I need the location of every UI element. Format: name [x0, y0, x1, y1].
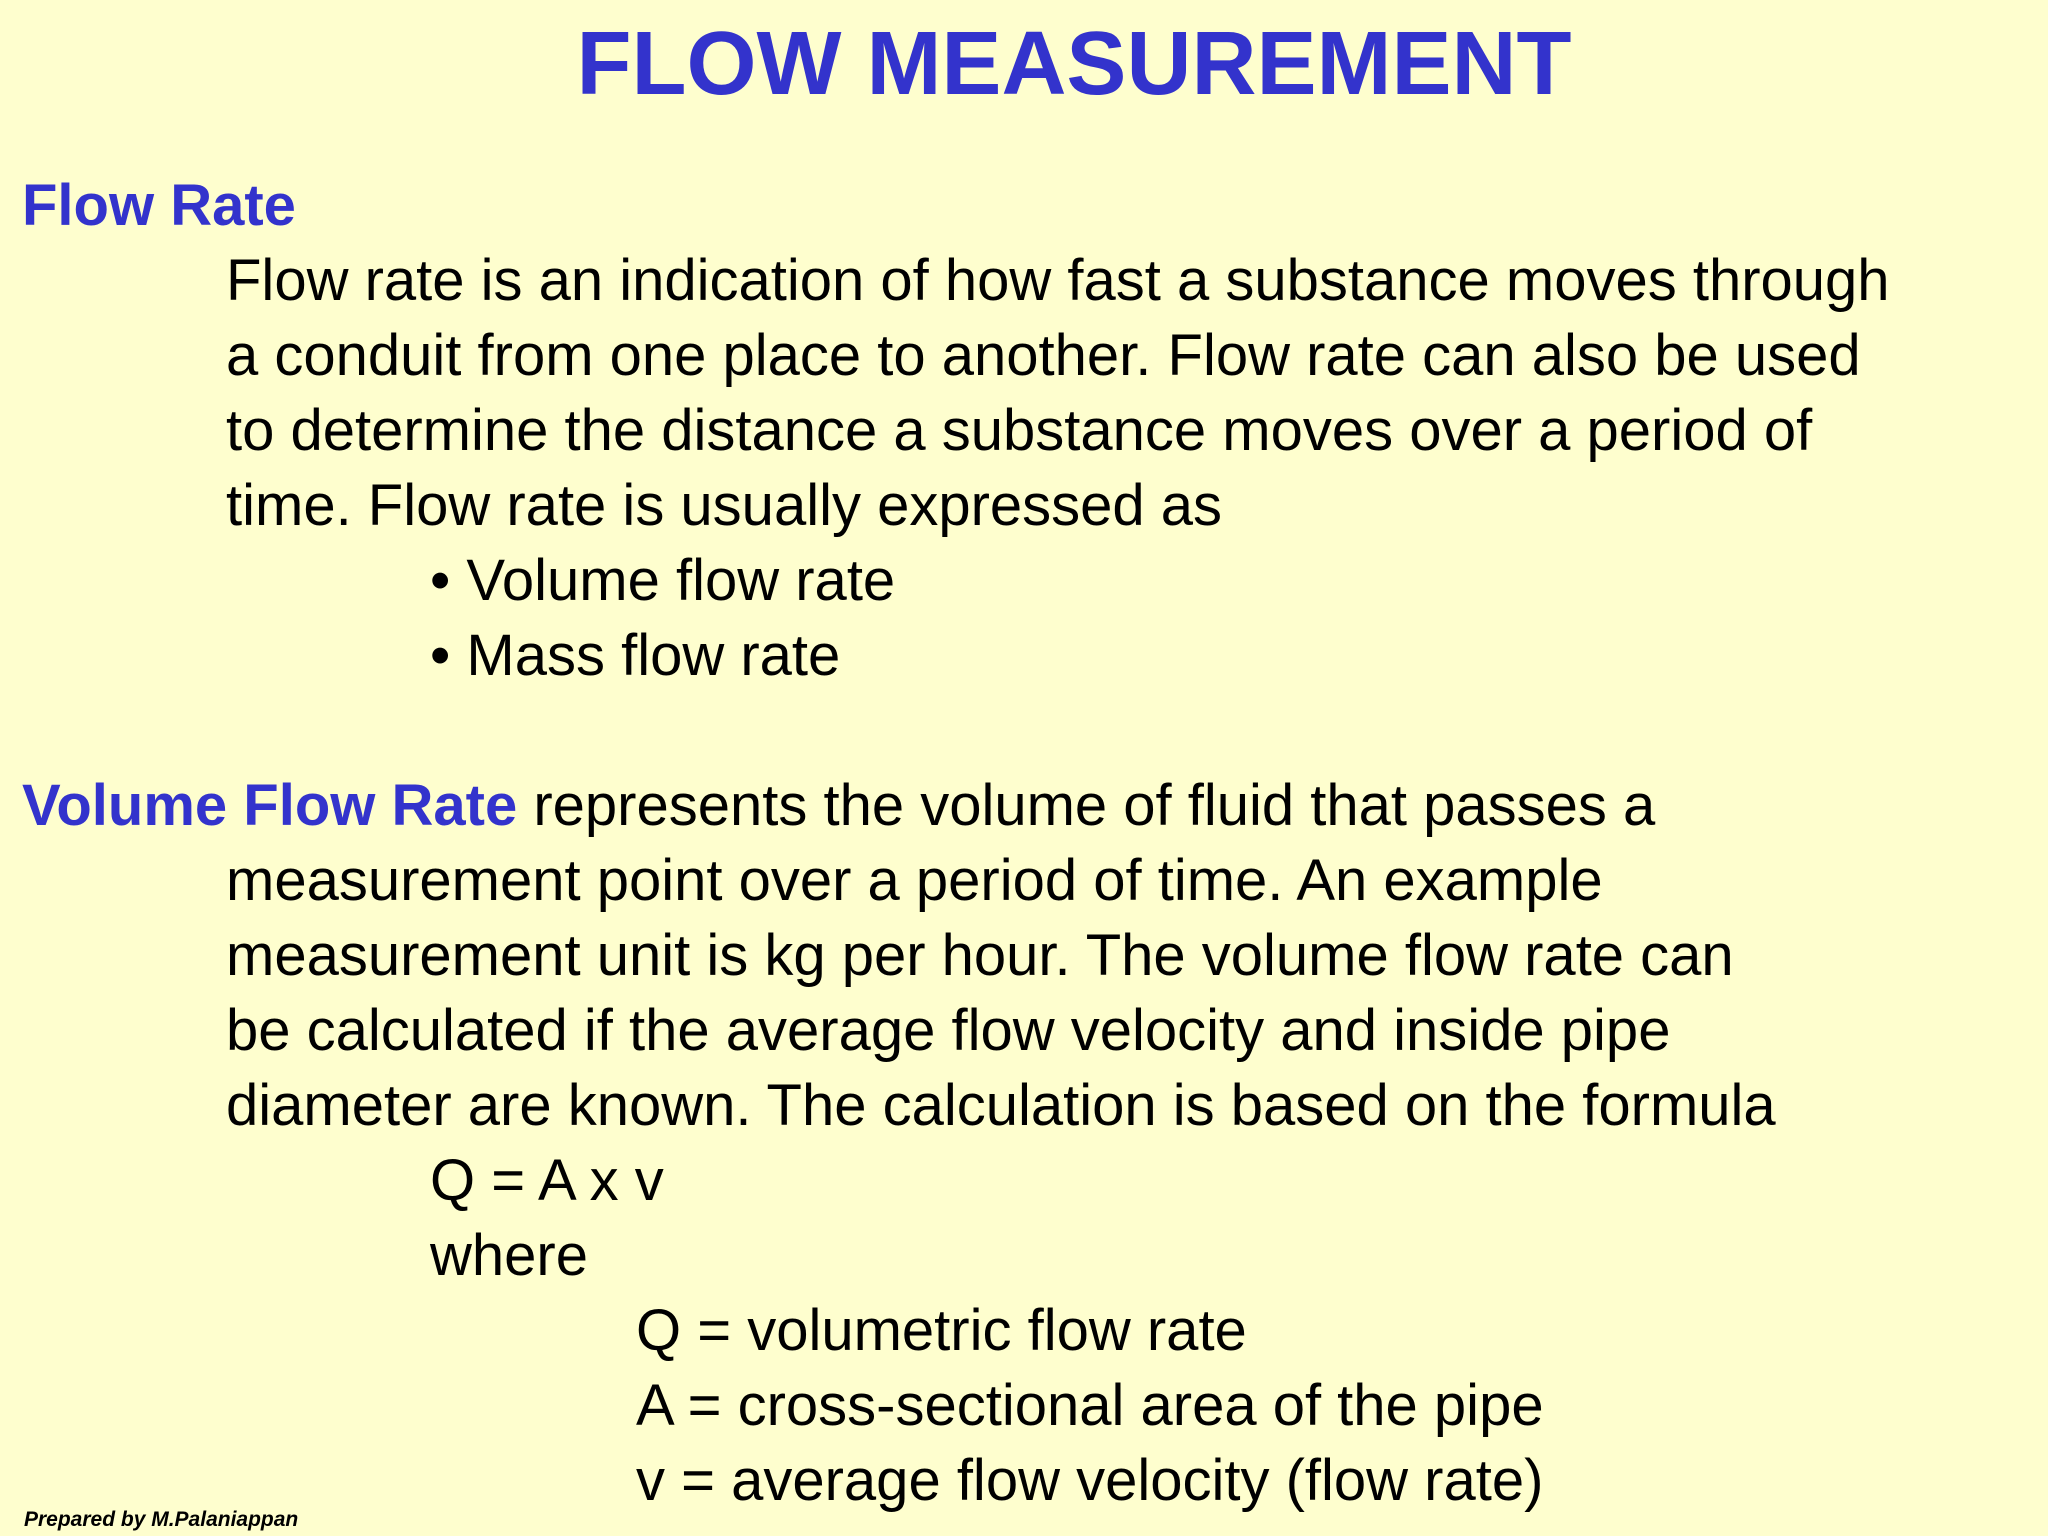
volume-flow-rate-text-line: diameter are known. The calculation is based on the formula	[226, 1073, 1776, 1138]
volume-flow-rate-lead	[22, 768, 1655, 843]
volume-flow-rate-text-line: be calculated if the average flow velocity and inside pipe	[226, 998, 1671, 1063]
bullet-mass-flow-rate: • Mass flow rate	[430, 623, 841, 688]
definition-v: v = average flow velocity (flow rate)	[636, 1448, 1544, 1513]
flow-rate-heading: Flow Rate	[22, 173, 296, 238]
flow-rate-text-line: Flow rate is an indication of how fast a substance moves through	[226, 248, 1890, 313]
flow-rate-text-line: to determine the distance a substance moves over a period of	[226, 398, 1813, 463]
bullet-volume-flow-rate: • Volume flow rate	[430, 548, 896, 613]
volume-flow-rate-lead-text: represents the volume of fluid that passes a	[517, 773, 1656, 838]
formula: Q = A x v	[430, 1148, 664, 1213]
slide-title: FLOW MEASUREMENT	[576, 14, 1572, 114]
volume-flow-rate-text-line: measurement point over a period of time. An example	[226, 848, 1603, 913]
flow-rate-text-line: a conduit from one place to another. Flow rate can also be used	[226, 323, 1861, 388]
footer-credit: Prepared by M.Palaniappan	[24, 1508, 299, 1531]
definition-q: Q = volumetric flow rate	[636, 1298, 1247, 1363]
flow-rate-text-line: time. Flow rate is usually expressed as	[226, 473, 1223, 538]
volume-flow-rate-text-line: measurement unit is kg per hour. The volume flow rate can	[226, 923, 1734, 988]
definition-a: A = cross-sectional area of the pipe	[636, 1373, 1544, 1438]
formula-where: where	[430, 1223, 588, 1288]
volume-flow-rate-heading: Volume Flow Rate	[22, 773, 518, 838]
